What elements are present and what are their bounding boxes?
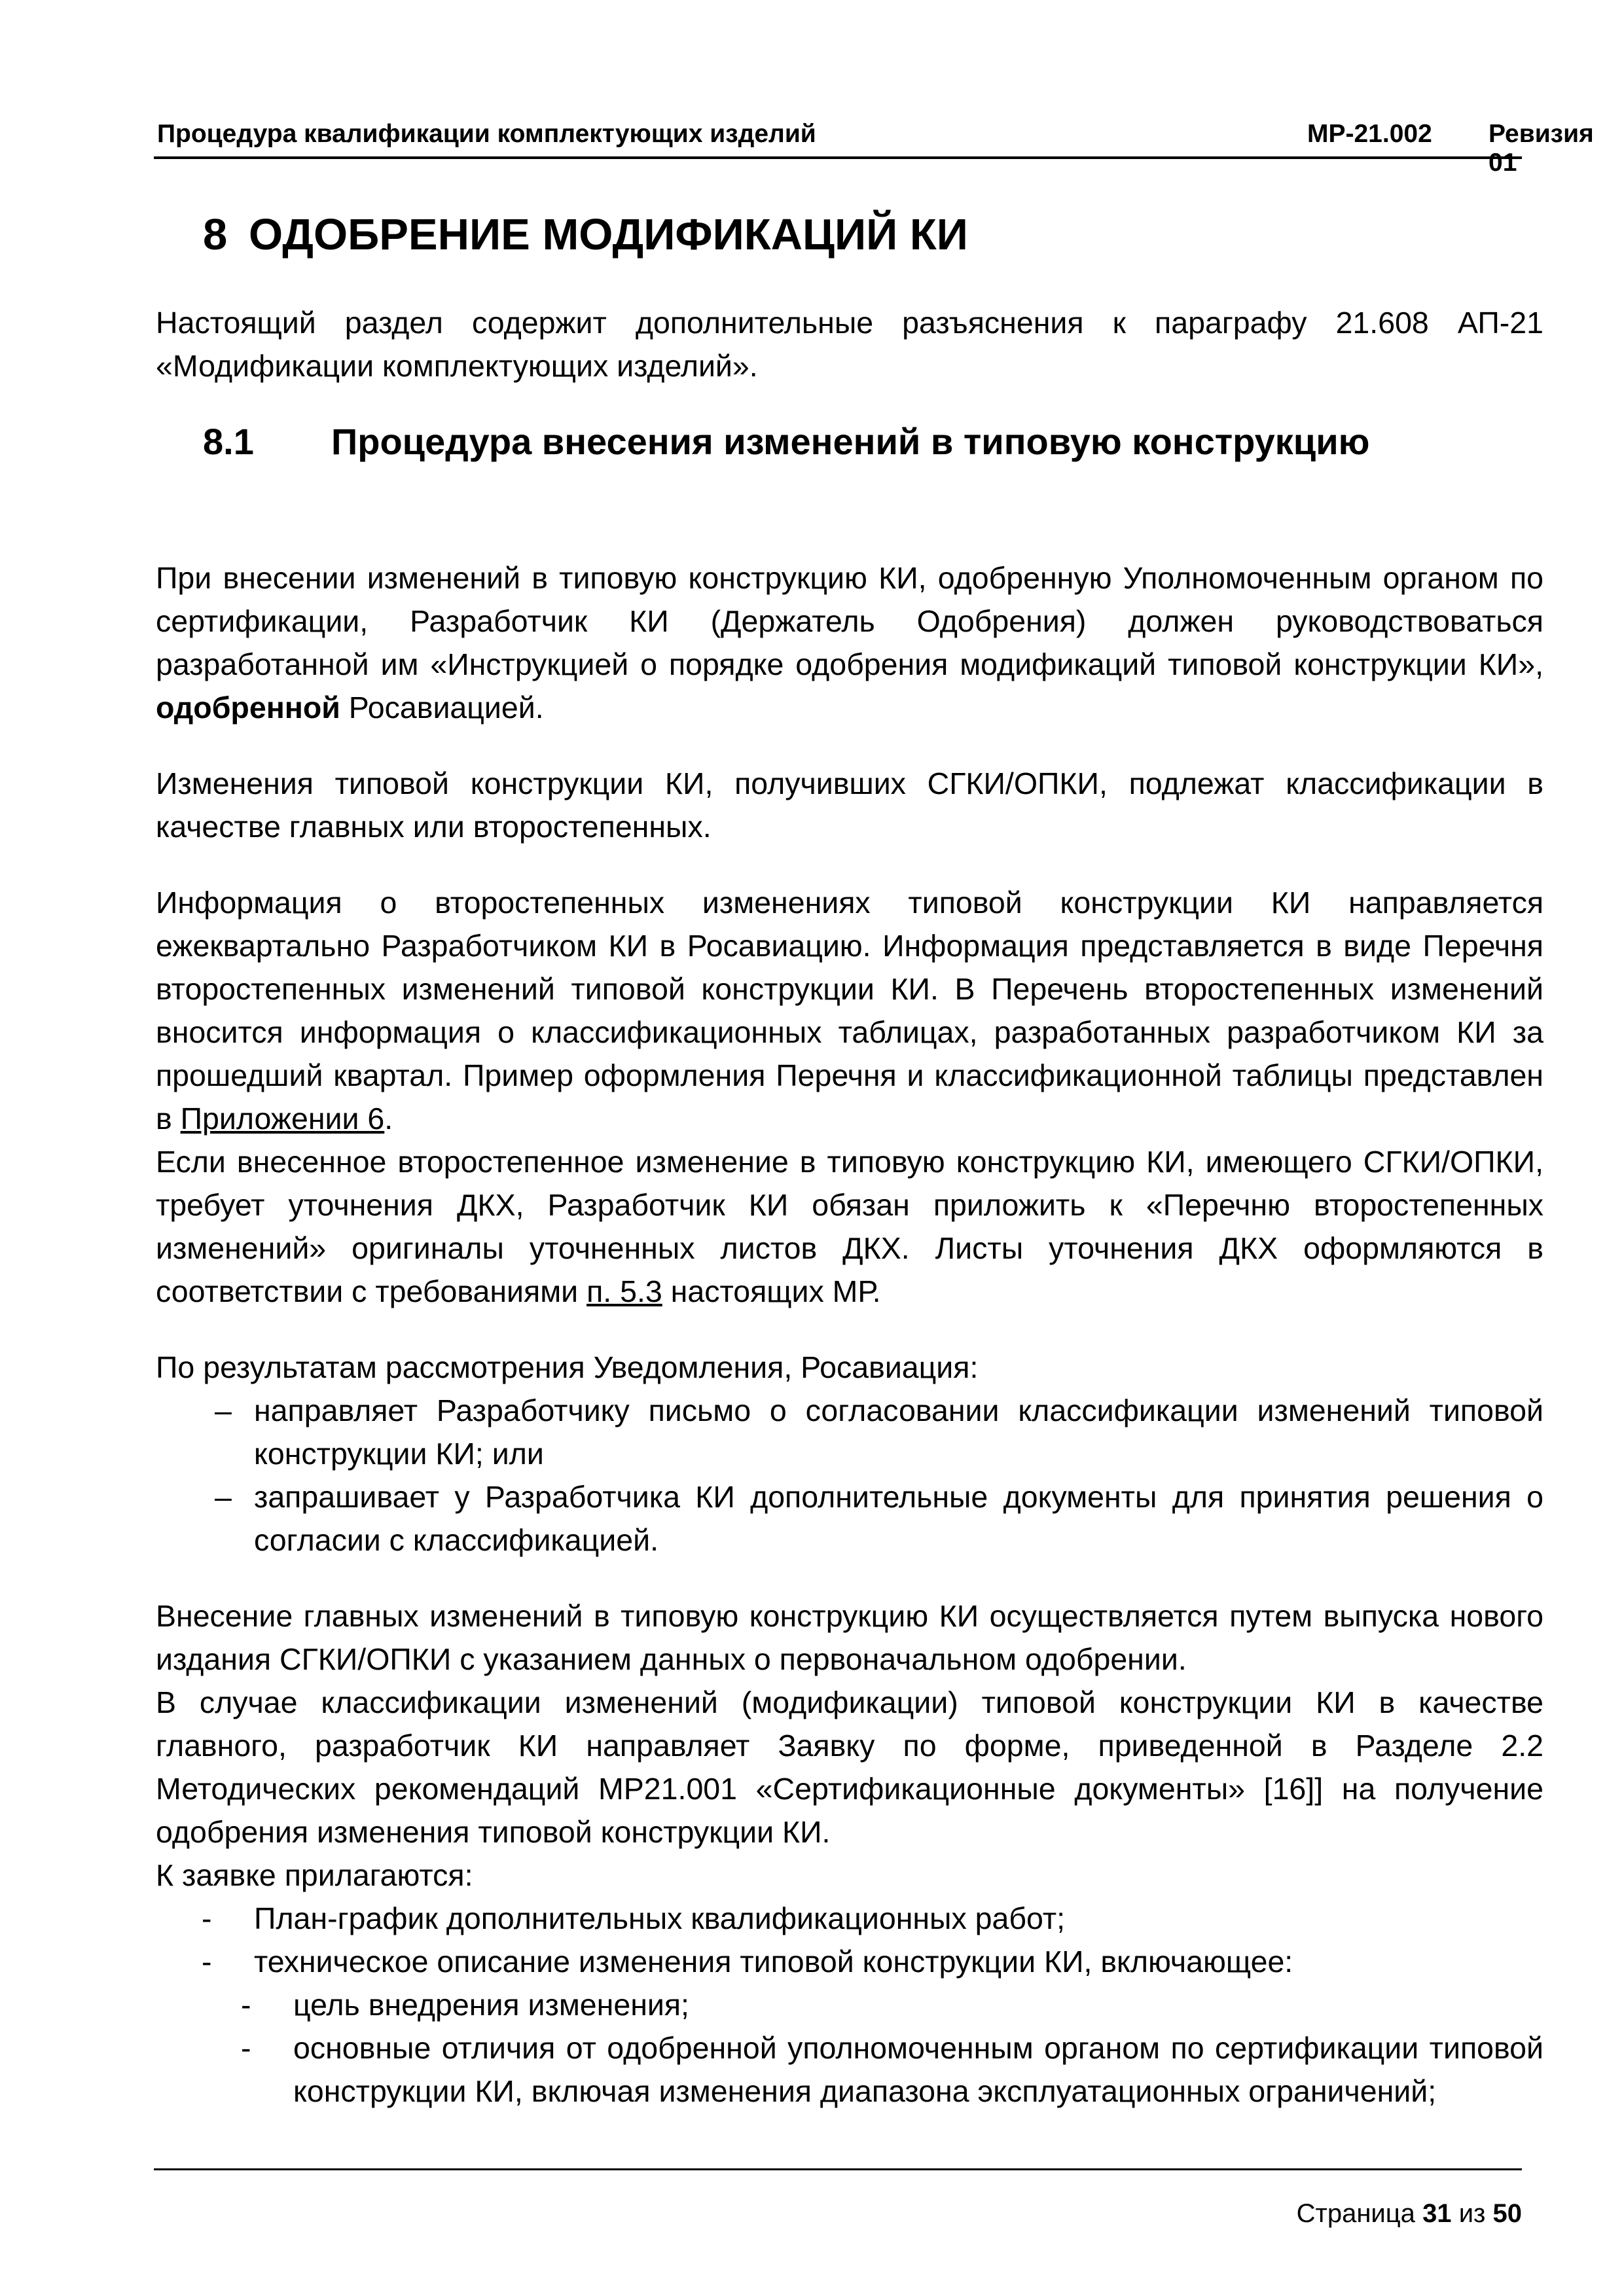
hyphen-marker: - [202,1901,212,1935]
attachments-list [156,1897,1543,1983]
page-separator: из [1458,2199,1486,2228]
paragraph-text: . [384,1102,393,1136]
clause-5-3-link[interactable]: п. 5.3 [586,1274,662,1308]
list-item-text: запрашивает у Разработчика КИ дополнительные документы для принятия решения о согласии с классификацией. [254,1480,1543,1557]
list-item [215,1389,1543,1475]
paragraph [156,556,1543,729]
paragraph [156,881,1543,1140]
section-title: ОДОБРЕНИЕ МОДИФИКАЦИЙ КИ [249,210,968,259]
paragraph [156,1140,1543,1313]
subsection-title: Процедура внесения изменений в типовую конструкцию [331,421,1370,462]
paragraph: Внесение главных изменений в типовую конструкцию КИ осуществляется путем выпуска нового издания СГКИ/ОПКИ с указанием данных о первоначальном одобрении. [156,1599,1543,1676]
paragraph-text: настоящих МР. [662,1274,881,1308]
paragraph-text: Если внесенное второстепенное изменение в типовую конструкцию КИ, имеющего СГКИ/ОПКИ, требует уточнения ДКХ, Разработчик КИ обязан приложить к «Перечню второстепенных изменений» оригиналы уточненных листов ДКХ. Листы уточнения ДКХ оформляются в соответствии с требованиями [156,1145,1543,1308]
paragraph: По результатам рассмотрения Уведомления, Росавиация: [156,1350,979,1384]
paragraph-text: Информация о второстепенных изменениях типовой конструкции КИ направляется ежеквартально Разработчиком КИ в Росавиацию. Информация представляется в виде Перечня второстепенных изменений типовой конструкции КИ. В Перечень второстепенных изменений вносится информация о классификационных таблицах, разработанных разработчиком КИ за прошедший квартал. Пример оформления Перечня и классификационной таблицы представлен в [156,886,1543,1136]
description-contents-list [156,1983,1543,2113]
dash-marker: – [215,1393,232,1427]
page-footer [154,2168,1522,2228]
section-intro: Настоящий раздел содержит дополнительные разъяснения к параграфу 21.608 АП-21 «Модификации комплектующих изделий». [156,306,1543,383]
page-current: 31 [1422,2199,1452,2228]
list-item [241,1983,1543,2026]
page-total: 50 [1492,2199,1522,2228]
document-code: МР-21.002 [1307,120,1432,148]
document-revision: Ревизия 01 [1489,120,1594,177]
hyphen-marker: - [241,1988,251,2022]
list-item-text: План-график дополнительных квалификационных работ; [254,1901,1066,1935]
list-item-text: основные отличия от одобренной уполномоченным органом по сертификации типовой конструкции КИ, включая изменения диапазона эксплуатационных ограничений; [293,2031,1543,2108]
list-item [202,1940,1543,1983]
list-item-text: направляет Разработчику письмо о согласовании классификации изменений типовой конструкции КИ; или [254,1393,1543,1471]
subsection-number: 8.1 [203,421,254,462]
appendix-6-link[interactable]: Приложении 6 [180,1102,385,1136]
list-item-text: цель внедрения изменения; [293,1988,689,2022]
paragraph: Изменения типовой конструкции КИ, получивших СГКИ/ОПКИ, подлежат классификации в качестве главных или второстепенных. [156,766,1543,844]
rosaviation-actions-list [156,1389,1543,1562]
document-title: Процедура квалификации комплектующих изделий [157,120,816,148]
paragraph-bold-text: одобренной [156,691,340,725]
page-number [1297,2199,1522,2229]
section-number: 8 [203,210,228,259]
page-body [156,301,1543,2113]
list-item [215,1475,1543,1562]
section-heading [203,209,968,260]
paragraph: В случае классификации изменений (модификации) типовой конструкции КИ в качестве главного, разработчик КИ направляет Заявку по форме, приведенной в Разделе 2.2 Методических рекомендаций МР21.001 «Сертификационные документы» [16]] на получение одобрения изменения типовой конструкции КИ. [156,1685,1543,1849]
hyphen-marker: - [202,1945,212,1979]
list-item [202,1897,1543,1940]
paragraph-text: Росавиацией. [340,691,544,725]
paragraph-text: При внесении изменений в типовую конструкцию КИ, одобренную Уполномоченным органом по сертификации, Разработчик КИ (Держатель Одобрения) должен руководствоваться разработанной им «Инструкцией о порядке одобрения модификаций типовой конструкции КИ», [156,561,1543,681]
page-header [154,120,1594,177]
list-item [241,2026,1543,2113]
page-label: Страница [1296,2199,1415,2228]
paragraph: К заявке прилагаются: [156,1858,473,1892]
hyphen-marker: - [241,2031,251,2065]
dash-marker: – [215,1480,232,1514]
list-item-text: техническое описание изменения типовой конструкции КИ, включающее: [254,1945,1293,1979]
